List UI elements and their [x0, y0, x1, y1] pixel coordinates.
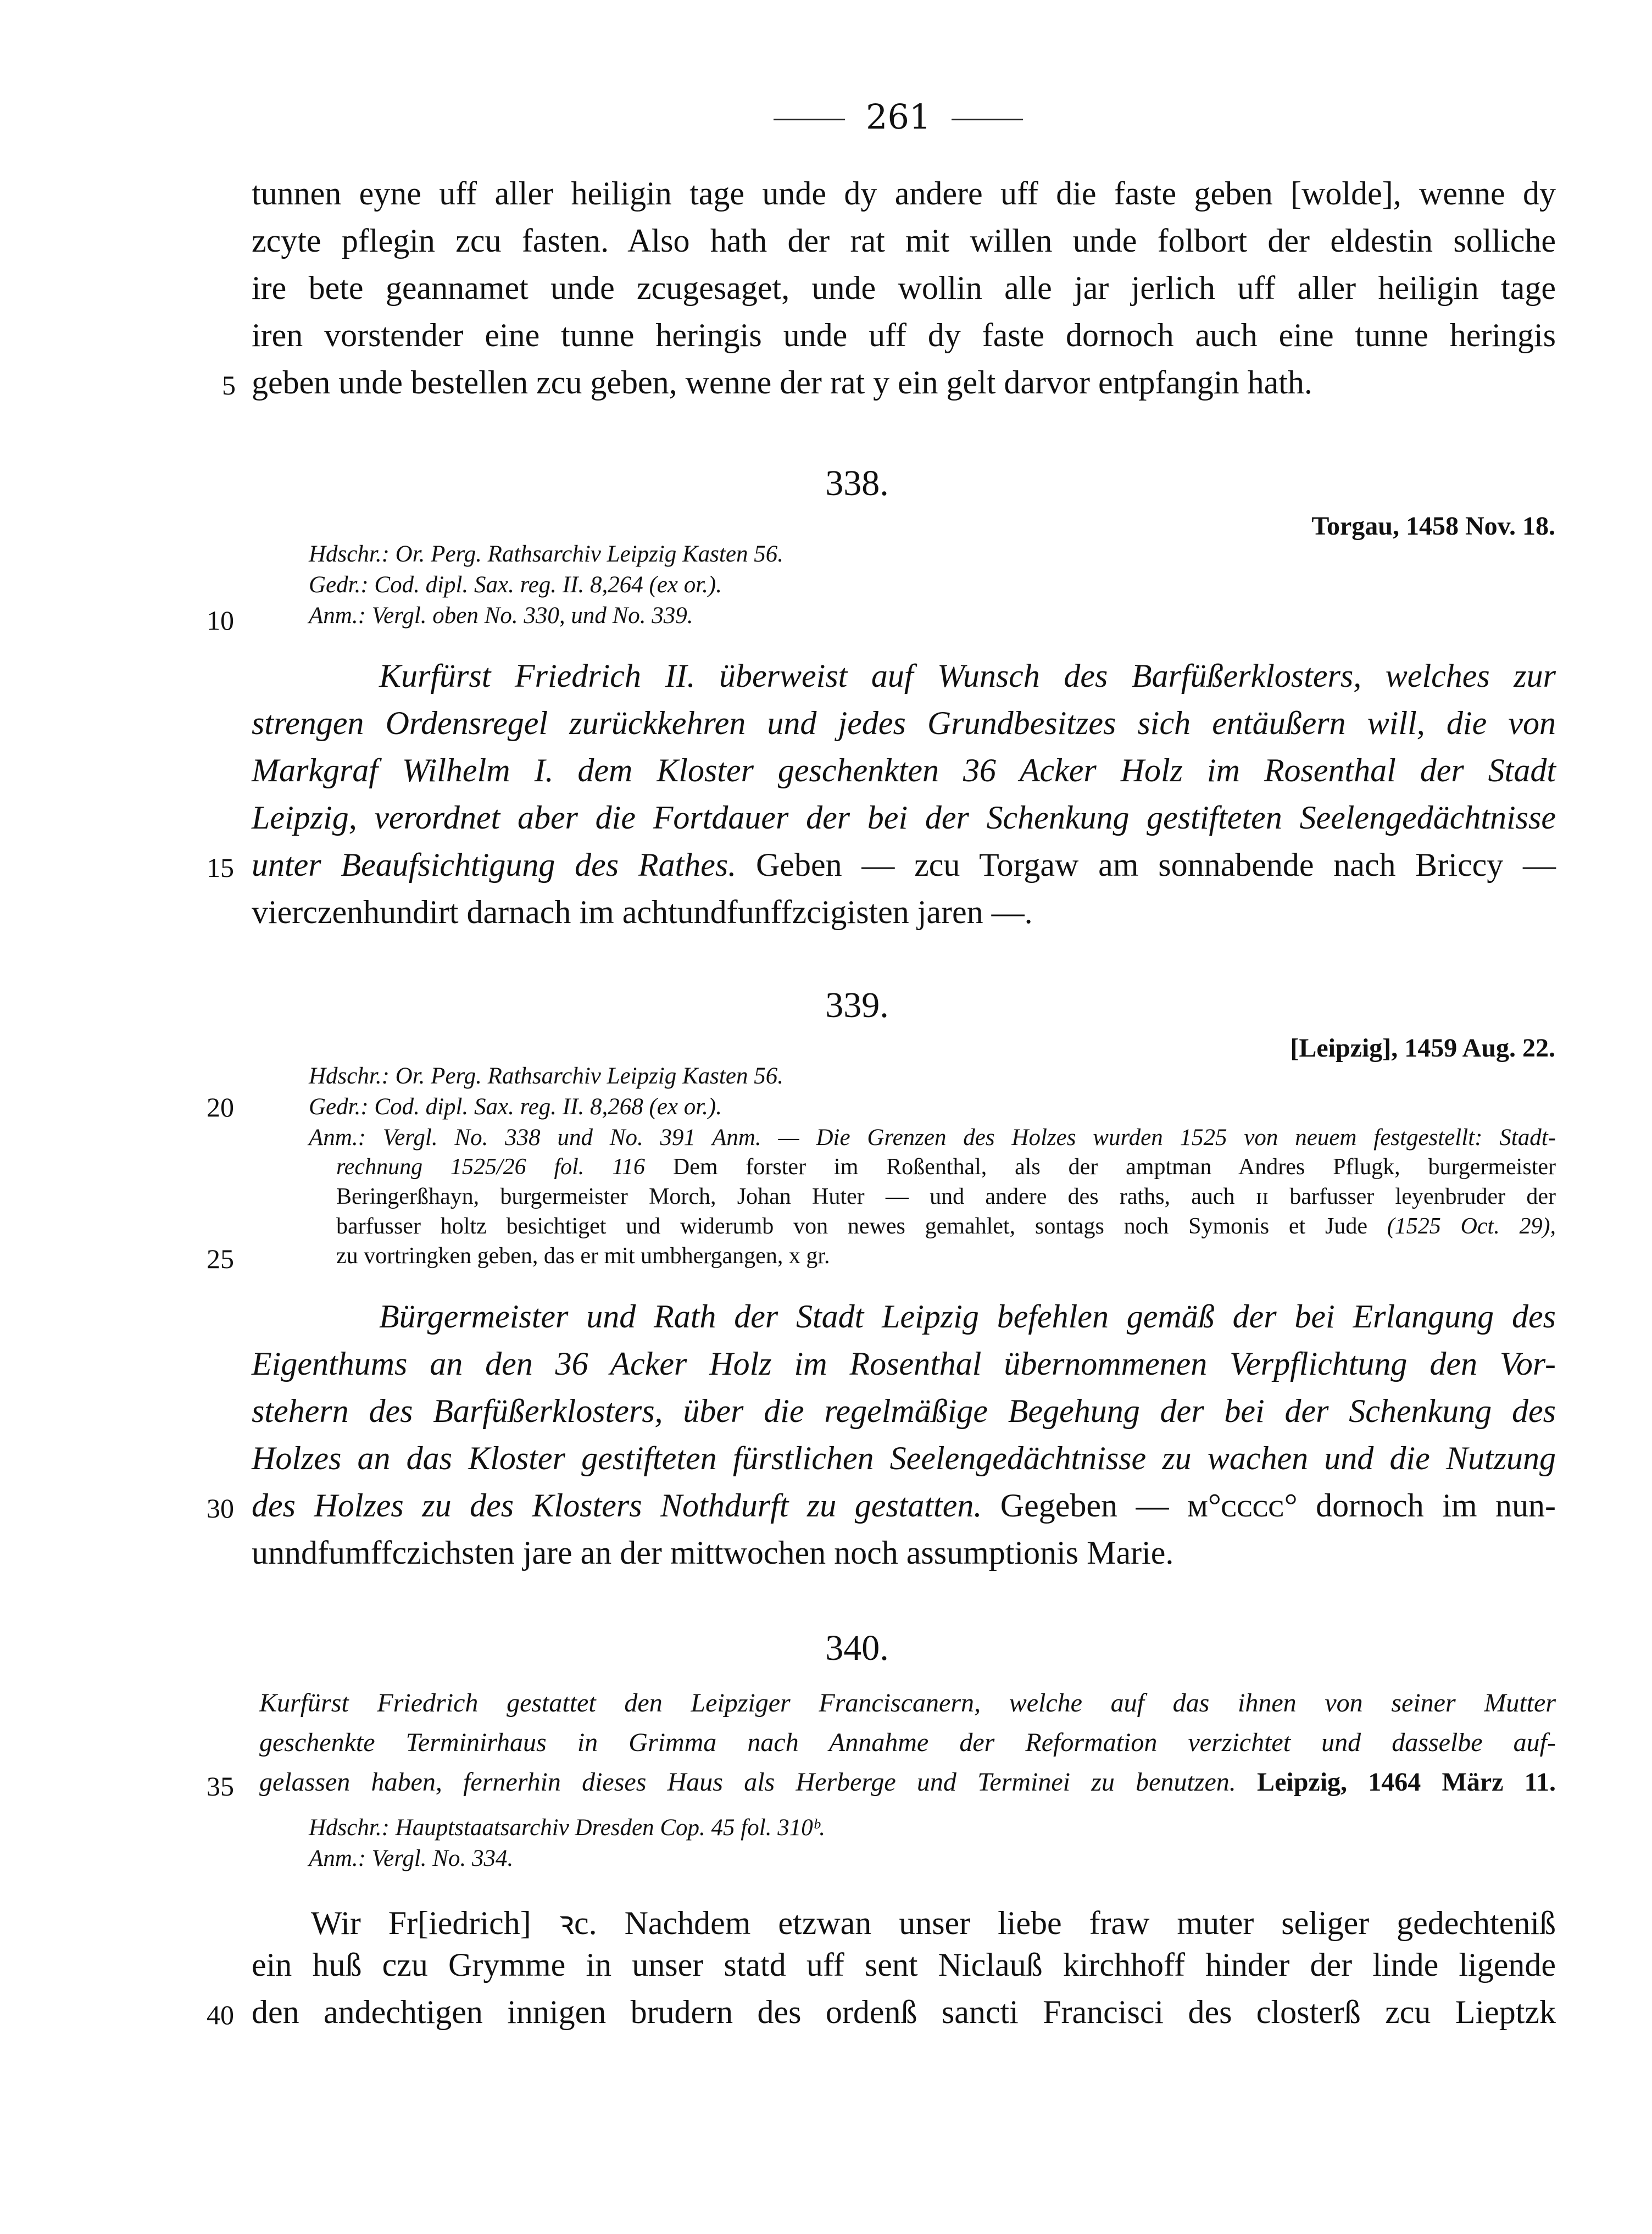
- text-340-line-2: ein huß czu Grymme in unser statd uff sent Niclauß kirchhoff hinder der linde ligende: [252, 1947, 1556, 1983]
- regest-339-line-5-italic: des Holzes zu des Klosters Nothdurft zu gestatten.: [252, 1487, 982, 1524]
- regest-340-line-1: Kurfürst Friedrich gestattet den Leipziger Franciscanern, welche auf das ihnen von seiner Mutter: [259, 1688, 1556, 1718]
- line-number-10: 10: [207, 605, 234, 636]
- intro-line-3: ire bete geannamet unde zcugesaget, unde wollin alle jar jerlich uff aller heiligin tage: [252, 270, 1556, 306]
- regest-338-line-2: strengen Ordensregel zurückkehren und jedes Grundbesitzes sich entäußern will, die von: [252, 705, 1556, 741]
- note-339-anm-line-1: Anm.: Vergl. No. 338 und No. 391 Anm. — Die Grenzen des Holzes wurden 1525 von neuem festgestellt: Stadt-: [309, 1125, 1556, 1151]
- regest-338-line-4: Leipzig, verordnet aber die Fortdauer der bei der Schenkung gestifteten Seelengedächtnisse: [252, 799, 1556, 836]
- page-number: [753, 97, 1027, 137]
- regest-338-line-5-roman: Geben — zcu Torgaw am sonnabende nach Briccy —: [736, 847, 1556, 883]
- note-339-anm-line-4: [336, 1213, 1556, 1240]
- intro-line-1: tunnen eyne uff aller heiligin tage unde dy andere uff die faste geben [wolde], wenne dy: [252, 175, 1556, 212]
- note-339-anm-line-2: [336, 1154, 1556, 1180]
- regest-338-line-3: Markgraf Wilhelm I. dem Kloster geschenkten 36 Acker Holz im Rosenthal der Stadt: [252, 752, 1556, 788]
- document-number-339: 339.: [825, 985, 889, 1025]
- intro-line-2: zcyte pflegin zcu fasten. Also hath der rat mit willen unde folbort der eldestin solliche: [252, 223, 1556, 259]
- intro-line-4: iren vorstender eine tunne heringis unde uff dy faste dornoch auch eine tunne heringis: [252, 317, 1556, 353]
- page-number-dash-left: [774, 119, 845, 120]
- note-339-anm-line-5: zu vortringken geben, das er mit umbhergangen, x gr.: [336, 1243, 830, 1269]
- text-340-line-1: Wir Fr[iedrich] ꝛc. Nachdem etzwan unser liebe fraw muter seliger gedechteniß: [311, 1905, 1556, 1941]
- place-date-338: Torgau, 1458 Nov. 18.: [1311, 512, 1555, 541]
- regest-339-line-4: Holzes an das Kloster gestifteten fürstlichen Seelengedächtnisse zu wachen und die Nutzung: [252, 1440, 1556, 1476]
- note-339-hdschr: Hdschr.: Or. Perg. Rathsarchiv Leipzig Kasten 56.: [309, 1063, 783, 1089]
- page-number-dash-right: [952, 119, 1023, 120]
- line-number-30: 30: [207, 1493, 234, 1524]
- document-number-340: 340.: [825, 1628, 889, 1668]
- text-340-line-3: den andechtigen innigen brudern des ordenß sancti Francisci des closterß zcu Lieptzk: [252, 1994, 1556, 2030]
- note-339-anm-line-2-roman: Dem forster im Roßenthal, als der amptman Andres Pflugk, burgermeister: [645, 1154, 1556, 1180]
- line-number-40: 40: [207, 1999, 234, 2030]
- line-number-5: 5: [222, 370, 236, 401]
- line-number-35: 35: [207, 1771, 234, 1802]
- regest-338-line-1: Kurfürst Friedrich II. überweist auf Wunsch des Barfüßerklosters, welches zur: [379, 658, 1556, 694]
- regest-339-line-3: stehern des Barfüßerklosters, über die regelmäßige Begehung der bei der Schenkung des: [252, 1393, 1556, 1429]
- regest-338-line-5-italic: unter Beaufsichtigung des Rathes.: [252, 847, 737, 883]
- line-number-25: 25: [207, 1243, 234, 1274]
- regest-339-line-1: Bürgermeister und Rath der Stadt Leipzig befehlen gemäß der bei Erlangung des: [379, 1298, 1556, 1335]
- note-339-anm-line-2-italic: rechnung 1525/26 fol. 116: [336, 1154, 646, 1180]
- regest-339-line-2: Eigenthums an den 36 Acker Holz im Rosenthal übernommenen Verpflichtung den Vor-: [252, 1346, 1556, 1382]
- regest-340-line-2: geschenkte Terminirhaus in Grimma nach Annahme der Reformation verzichtet und dasselbe auf-: [259, 1728, 1556, 1757]
- note-339-anm-line-3: Beringerßhayn, burgermeister Morch, Johan Huter — und andere des raths, auch ɪɪ barfusser leyenbruder der: [336, 1184, 1556, 1209]
- note-339-gedr: Gedr.: Cod. dipl. Sax. reg. II. 8,268 (ex or.).: [309, 1094, 722, 1120]
- note-338-hdschr: Hdschr.: Or. Perg. Rathsarchiv Leipzig Kasten 56.: [309, 541, 783, 567]
- note-340-anm: Anm.: Vergl. No. 334.: [309, 1846, 514, 1871]
- note-338-gedr: Gedr.: Cod. dipl. Sax. reg. II. 8,264 (ex or.).: [309, 572, 722, 598]
- line-number-20: 20: [207, 1092, 234, 1122]
- regest-340-line-3: [259, 1767, 1556, 1797]
- place-date-340: Leipzig, 1464 März 11.: [1257, 1768, 1556, 1797]
- note-340-hdschr: Hdschr.: Hauptstaatsarchiv Dresden Cop. 45 fol. 310ᵇ.: [309, 1815, 826, 1841]
- page-number-text: 261: [866, 97, 931, 137]
- text-339-line-6: unndfumffczichsten jare an der mittwochen noch assumptionis Marie.: [252, 1535, 1174, 1571]
- regest-339-line-5: [252, 1487, 1556, 1525]
- note-339-anm-line-4-roman: barfusser holtz besichtiget und widerumb von newes gemahlet, sontags noch Symonis et Jude: [336, 1214, 1387, 1239]
- note-339-anm-line-4-italic: (1525 Oct. 29),: [1387, 1214, 1556, 1239]
- text-338-line-6: vierczenhundirt darnach im achtundfunffzcigisten jaren —.: [252, 894, 1033, 930]
- place-date-339: [Leipzig], 1459 Aug. 22.: [1290, 1033, 1555, 1063]
- regest-339-line-5-roman: Gegeben — ᴍ°ᴄᴄᴄᴄ° dornoch im nun-: [982, 1487, 1556, 1524]
- note-338-anm: Anm.: Vergl. oben No. 330, und No. 339.: [309, 603, 693, 629]
- intro-line-5: geben unde bestellen zcu geben, wenne der rat y ein gelt darvor entpfangin hath.: [252, 364, 1312, 401]
- document-number-338: 338.: [825, 463, 889, 503]
- regest-338-line-5: [252, 846, 1556, 884]
- regest-340-line-3-italic: gelassen haben, fernerhin dieses Haus als Herberge und Terminei zu benutzen.: [259, 1768, 1236, 1797]
- line-number-15: 15: [207, 852, 234, 883]
